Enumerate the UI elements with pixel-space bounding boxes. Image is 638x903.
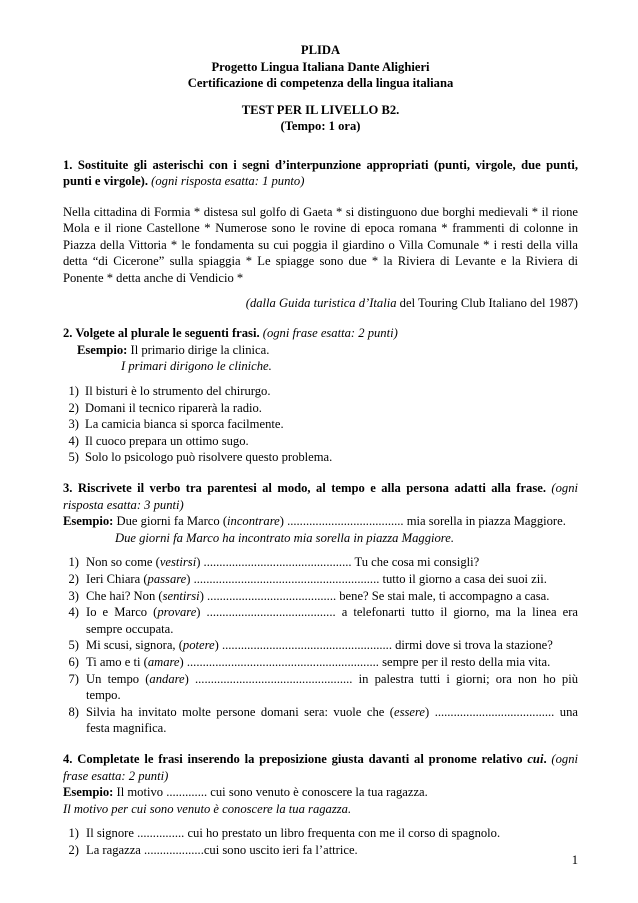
list-item: 2) Domani il tecnico riparerà la radio.	[68, 400, 262, 415]
list-item: 8) Silvia ha invitato molte persone domani sera: vuole che (essere) ...................................... una festa magnifica.	[68, 704, 578, 736]
list-item: 1) Il signore ............... cui ho prestato un libro frequenta con me il corso di spagnolo.	[68, 826, 501, 841]
section-2-list	[63, 383, 578, 466]
section-4-example: Esempio: Il motivo ............. cui sono venuto è conoscere la tua ragazza.	[63, 785, 428, 800]
document-header	[63, 42, 578, 135]
page-number: 1	[571, 853, 578, 867]
list-item: 6) Ti amo e ti (amare) ............................................................. sempre per il resto della mia vita.	[68, 654, 551, 669]
list-item: 2) Ieri Chiara (passare) ........................................................... tutto il giorno a casa dei suoi zii.	[68, 571, 547, 586]
section-1-heading	[63, 157, 578, 190]
section-3-example: Esempio: Due giorni fa Marco (incontrare) ..................................... mia sorella in piazza Maggiore.	[63, 514, 566, 529]
test-duration: (Tempo: 1 ora)	[280, 119, 361, 133]
list-item: 2) La ragazza ...................cui sono uscito ieri fa l’attrice.	[68, 842, 358, 857]
section-3-list	[63, 554, 578, 737]
list-item: 5) Mi scusi, signora, (potere) ...................................................... dirmi dove si trova la stazione?	[68, 638, 553, 653]
list-item: 3) La camicia bianca si sporca facilmente.	[68, 417, 284, 432]
source-book-title: Guida turistica d’Italia	[278, 295, 397, 310]
section-3-points: (ogni risposta esatta: 3 punti)	[63, 481, 578, 512]
list-item: 4) Il cuoco prepara un ottimo sugo.	[68, 433, 249, 448]
section-1-passage: Nella cittadina di Formia * distesa sul golfo di Gaeta * si distinguono due borghi medievali * il rione Mola e il rione Castellone * Numerose sono le rovine di epoca romana * frammenti di colonne in Piazza della Vittoria * le fondamenta su cui poggia il giardino o Villa Comunale * i resti della villa detta “di Cicerone” sulla spiaggia * Le spiagge sono due * la Riviera di Levante e la Riviera di Ponente * detta anche di Vendicio *	[63, 204, 578, 286]
section-1-title: 1. Sostituite gli asterischi con i segni d’interpunzione appropriati (punti, virgole, due punti, punti e virgole).	[63, 157, 578, 189]
list-item: 5) Solo lo psicologo può risolvere questo problema.	[68, 450, 333, 465]
test-level-title: TEST PER IL LIVELLO B2.	[241, 102, 400, 117]
section-2-example-answer: I primari dirigono le cliniche.	[121, 359, 272, 374]
header-certification: Certificazione di competenza della lingua italiana	[187, 76, 454, 90]
section-2	[63, 325, 578, 466]
section-2-title: 2. Volgete al plurale le seguenti frasi.	[63, 326, 260, 341]
header-project: Progetto Lingua Italiana Dante Alighieri	[211, 59, 430, 74]
section-3-example-answer: Due giorni fa Marco ha incontrato mia sorella in piazza Maggiore.	[115, 530, 454, 545]
section-1-points: (ogni risposta esatta: 1 punto)	[151, 174, 305, 189]
list-item: 1) Non so come (vestirsi) ............................................... Tu che cosa mi consigli?	[68, 555, 480, 570]
section-4-list	[63, 825, 578, 858]
list-item: 3) Che hai? Non (sentirsi) ......................................... bene? Se stai male, ti accompagno a casa.	[68, 588, 550, 603]
section-4-heading: 4. Completate le frasi inserendo la preposizione giusta davanti al pronome relativo cui. (ogni frase esatta: 2 punti)	[63, 751, 578, 783]
list-item: 7) Un tempo (andare) .................................................. in palestra tutti i giorni; ora non ho più tempo.	[68, 671, 578, 703]
list-item: 4) Io e Marco (provare) ......................................... a telefonarti tutto il giorno, ma la linea era sempre occupata.	[68, 605, 578, 636]
section-4-example-answer: Il motivo per cui sono venuto è conoscere la tua ragazza.	[63, 801, 352, 816]
section-4-points: (ogni frase esatta: 2 punti)	[63, 751, 578, 783]
header-title: PLIDA	[300, 43, 341, 57]
section-1-source: (dalla Guida turistica d’Italia del Touring Club Italiano del 1987)	[245, 295, 578, 310]
section-4-title: 4. Completate le frasi inserendo la preposizione giusta davanti al pronome relativo	[63, 751, 528, 766]
section-3-title: 3. Riscrivete il verbo tra parentesi al modo, al tempo e alla persona adatti alla frase.	[63, 481, 546, 495]
section-2-points: (ogni frase esatta: 2 punti)	[262, 326, 398, 341]
section-3-heading	[63, 480, 578, 513]
section-2-example: Esempio: Il primario dirige la clinica.	[77, 342, 270, 357]
document-page	[63, 42, 578, 858]
list-item: 1) Il bisturi è lo strumento del chirurgo.	[68, 384, 271, 399]
section-1	[63, 157, 578, 312]
section-2-heading	[63, 325, 578, 342]
section-3	[63, 480, 578, 737]
section-4	[63, 751, 578, 859]
